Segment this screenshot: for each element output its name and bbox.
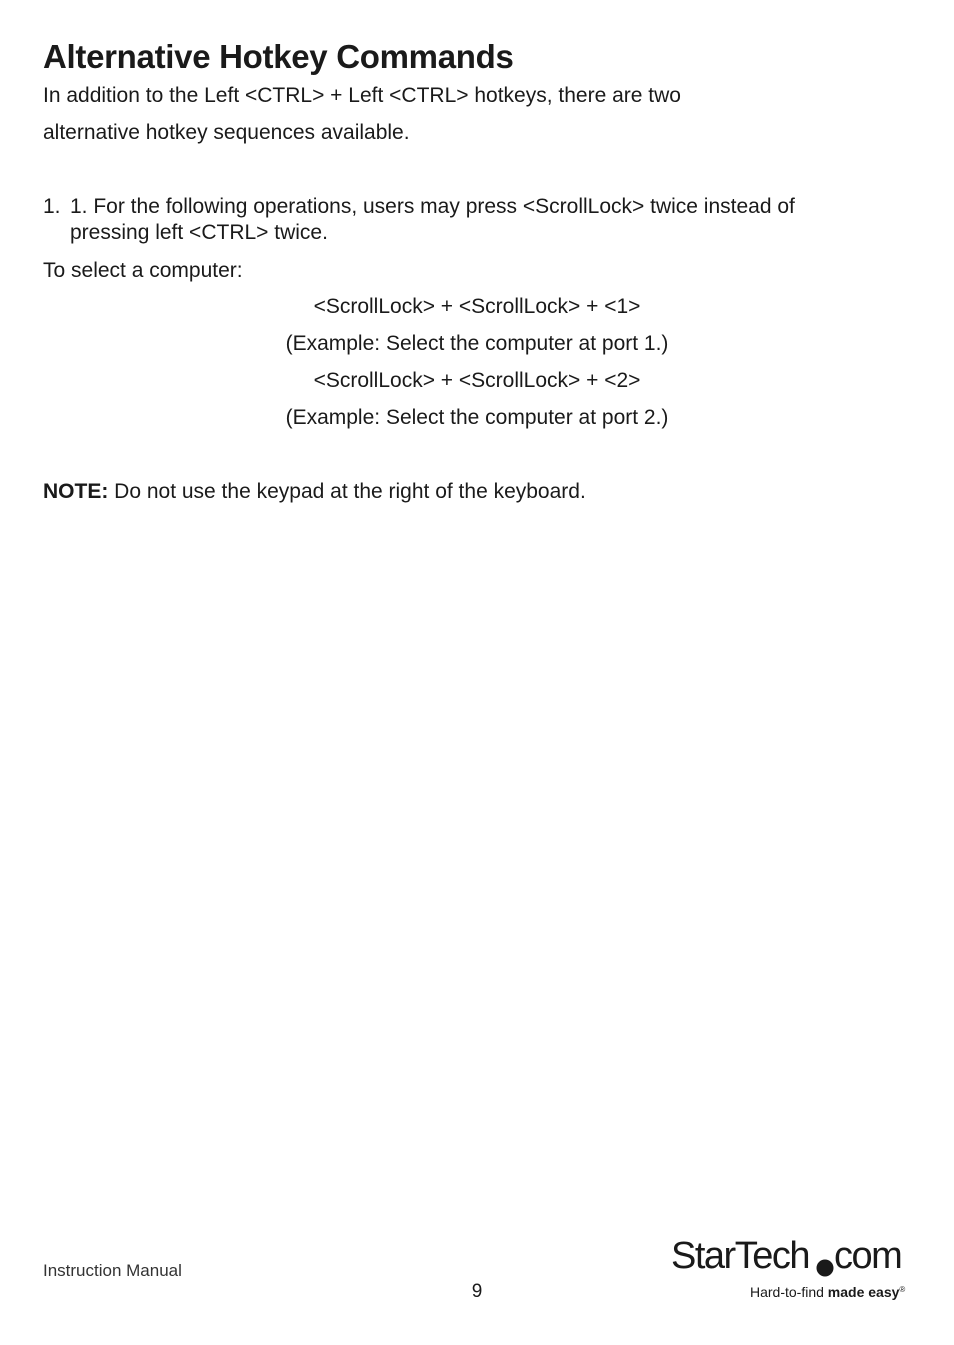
logo-registered-mark: ® [899,1285,906,1294]
logo-brand-end: com [834,1235,902,1277]
note [43,479,586,505]
list-item-text: 1. For the following operations, users may press <ScrollLock> twice instead of pressing left <CTRL> twice. [70,195,795,244]
note-label: NOTE: [43,480,109,503]
note-text: Do not use the keypad at the right of the keyboard. [108,480,586,503]
hotkey-example-port-1-caption: (Example: Select the computer at port 1.) [285,332,669,355]
logo-dot-icon [817,1260,834,1277]
footer-manual-label: Instruction Manual [43,1261,182,1280]
list-marker: 1. [43,195,61,218]
logo-tagline [750,1284,905,1300]
list-item [43,194,873,246]
select-computer-label: To select a computer: [43,259,243,282]
page-number: 9 [471,1281,483,1302]
logo-brand-start: StarTech [671,1235,809,1277]
logo-tagline-light: Hard-to-find [750,1284,824,1300]
logo-tagline-bold: made easy [823,1284,900,1300]
hotkey-example-port-1: <ScrollLock> + <ScrollLock> + <1> [313,295,641,318]
hotkey-example-port-2-caption: (Example: Select the computer at port 2.) [285,406,669,429]
startech-logo [668,1228,908,1304]
intro-line-1: In addition to the Left <CTRL> + Left <CTRL> hotkeys, there are two [43,84,681,107]
hotkey-example-port-2: <ScrollLock> + <ScrollLock> + <2> [313,369,641,392]
page-title: Alternative Hotkey Commands [43,38,514,75]
intro-line-2: alternative hotkey sequences available. [43,121,410,144]
